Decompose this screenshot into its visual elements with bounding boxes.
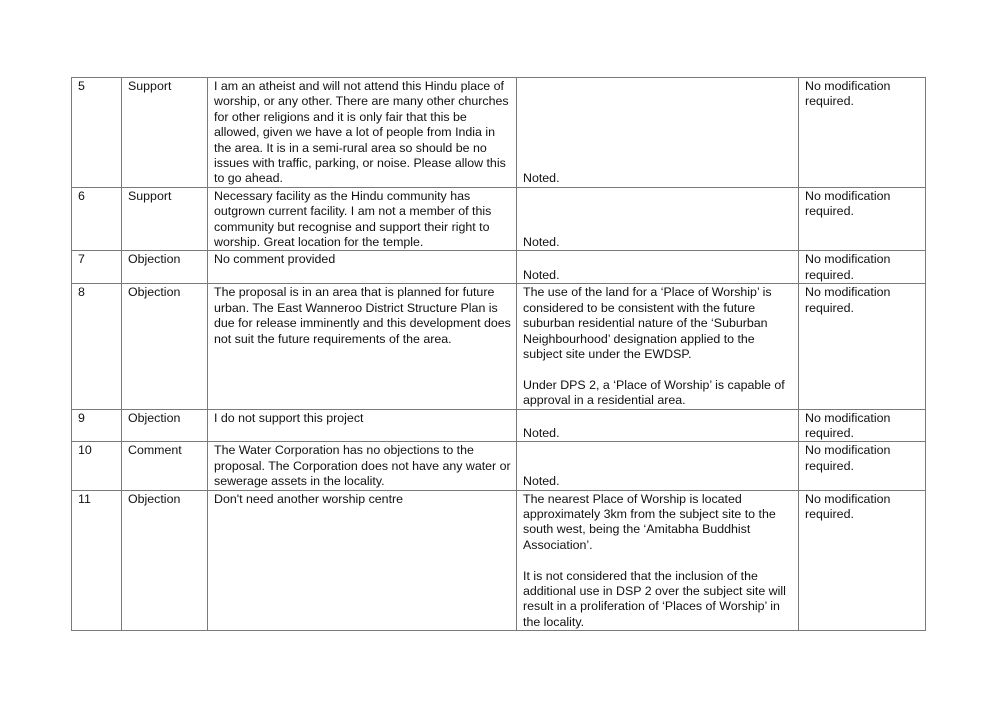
submission-text: The proposal is in an area that is planned for future urban. The East Wanneroo District Structure Plan is due for release imminently and this development does not suit the future requirements of the area.: [208, 284, 517, 409]
submission-number: 7: [72, 251, 122, 284]
submission-number: 8: [72, 284, 122, 409]
submission-type: Objection: [122, 490, 208, 631]
submission-text: The Water Corporation has no objections to the proposal. The Corporation does not have any water or sewerage assets in the locality.: [208, 442, 517, 490]
recommendation-text: No modification required.: [799, 284, 926, 409]
table-row: [72, 284, 926, 409]
submission-number: 5: [72, 78, 122, 188]
submission-text: I am an atheist and will not attend this Hindu place of worship, or any other. There are many other churches for other religions and it is only fair that this be allowed, given we have a lot of people from India in the area. It is in a semi-rural area so should be no issues with traffic, parking, or noise. Please allow this to go ahead.: [208, 78, 517, 188]
submission-type: Support: [122, 187, 208, 251]
submission-number: 9: [72, 409, 122, 442]
submission-text: Don't need another worship centre: [208, 490, 517, 631]
recommendation-text: No modification required.: [799, 187, 926, 251]
submission-type: Objection: [122, 409, 208, 442]
submission-type: Objection: [122, 251, 208, 284]
table-row: [72, 251, 926, 284]
table-row: [72, 490, 926, 631]
response-text: The use of the land for a ‘Place of Worship’ is considered to be consistent with the future suburban residential nature of the ‘Suburban Neighbourhood’ designation applied to the subject site under the EWDSP. Under DPS 2, a ‘Place of Worship’ is capable of approval in a residential area.: [517, 284, 799, 409]
submission-type: Comment: [122, 442, 208, 490]
recommendation-text: No modification required.: [799, 409, 926, 442]
response-text: Noted.: [517, 187, 799, 251]
recommendation-text: No modification required.: [799, 251, 926, 284]
recommendation-text: No modification required.: [799, 490, 926, 631]
recommendation-text: No modification required.: [799, 442, 926, 490]
response-text: The nearest Place of Worship is located approximately 3km from the subject site to the south west, being the ‘Amitabha Buddhist Association’. It is not considered that the inclusion of the additional use in DSP 2 over the subject site will result in a proliferation of ‘Places of Worship’ in the locality.: [517, 490, 799, 631]
submission-text: Necessary facility as the Hindu community has outgrown current facility. I am not a member of this community but recognise and support their right to worship. Great location for the temple.: [208, 187, 517, 251]
submission-type: Objection: [122, 284, 208, 409]
submissions-table: [71, 77, 926, 631]
table-row: [72, 442, 926, 490]
submission-number: 11: [72, 490, 122, 631]
submission-type: Support: [122, 78, 208, 188]
table-row: [72, 78, 926, 188]
table-row: [72, 187, 926, 251]
submission-number: 6: [72, 187, 122, 251]
submission-number: 10: [72, 442, 122, 490]
response-text: Noted.: [517, 442, 799, 490]
table-row: [72, 409, 926, 442]
response-text: Noted.: [517, 409, 799, 442]
recommendation-text: No modification required.: [799, 78, 926, 188]
response-text: Noted.: [517, 78, 799, 188]
response-text: Noted.: [517, 251, 799, 284]
submission-text: No comment provided: [208, 251, 517, 284]
submission-text: I do not support this project: [208, 409, 517, 442]
